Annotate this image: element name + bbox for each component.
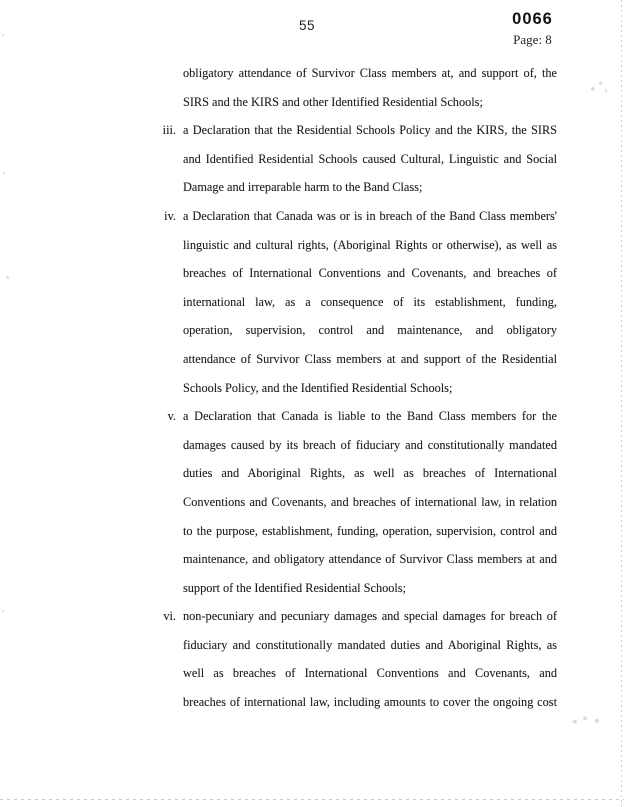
text-line: to the purpose, establishment, funding, operation, supervision, control and [183, 523, 557, 538]
text-line: non-pecuniary and pecuniary damages and special damages for breach of [183, 609, 557, 624]
text-line: international law, as a consequence of its establishment, funding, [183, 294, 557, 309]
text-line: well as breaches of International Conventions and Covenants, and [183, 666, 557, 681]
list-item-marker: v. [167, 409, 176, 424]
stamp-number: 0066 [512, 10, 553, 28]
text-line: breaches of International Conventions and Covenants, and breaches of [183, 266, 557, 281]
list-item-marker: iv. [164, 208, 176, 223]
text-line: operation, supervision, control and maintenance, and obligatory [183, 323, 557, 338]
text-line: attendance of Survivor Class members at and support of the Residential [183, 351, 557, 366]
document-stamp [470, 10, 595, 48]
text-line: duties and Aboriginal Rights, as well as breaches of International [183, 466, 557, 481]
text-line: Damage and irreparable harm to the Band Class; [183, 180, 423, 195]
list-item-iv [145, 202, 557, 402]
text-line: Conventions and Covenants, and breaches of international law, in relation [183, 494, 557, 509]
list-item-marker: vi. [163, 609, 176, 624]
list-item-continuation [145, 59, 557, 116]
scan-edge-artifact-right [621, 0, 623, 807]
text-line: support of the Identified Residential Schools; [183, 580, 407, 595]
scan-speck [6, 276, 9, 279]
list-item-text [183, 402, 557, 602]
list-item-vi [145, 602, 557, 716]
page-number: 55 [298, 18, 316, 33]
text-line: linguistic and cultural rights, (Aboriginal Rights or otherwise), as well as [183, 237, 557, 252]
list-item-text [183, 202, 557, 402]
list-item-text [183, 602, 557, 716]
list-item-iii [145, 116, 557, 202]
text-line: Schools Policy, and the Identified Residential Schools; [183, 380, 453, 395]
text-line: maintenance, and obligatory attendance of Survivor Class members at and [183, 552, 557, 567]
list-item-v [145, 402, 557, 602]
scan-smudge [568, 712, 602, 728]
stamp-page-label: Page: 8 [513, 32, 552, 47]
scan-edge-artifact-bottom [0, 799, 624, 801]
text-line: and Identified Residential Schools caused Cultural, Linguistic and Social [183, 151, 557, 166]
text-line: a Declaration that Canada was or is in breach of the Band Class members' [183, 208, 557, 223]
text-line: breaches of international law, including amounts to cover the ongoing cost [183, 695, 557, 710]
scan-speck [2, 610, 4, 612]
scan-smudge [585, 78, 611, 96]
document-body [145, 59, 557, 717]
list-item-text [183, 116, 557, 202]
text-line: damages caused by its breach of fiduciary and constitutionally mandated [183, 437, 557, 452]
scan-speck [3, 172, 5, 174]
text-line: SIRS and the KIRS and other Identified Residential Schools; [183, 94, 483, 109]
list-item-marker: iii. [162, 123, 176, 138]
text-line: a Declaration that the Residential Schools Policy and the KIRS, the SIRS [183, 123, 557, 138]
scan-speck [2, 34, 4, 36]
list-item-text [183, 59, 557, 116]
text-line: a Declaration that Canada is liable to the Band Class members for the [183, 409, 557, 424]
text-line: fiduciary and constitutionally mandated duties and Aboriginal Rights, as [183, 637, 557, 652]
text-line: obligatory attendance of Survivor Class members at, and support of, the [183, 66, 557, 80]
